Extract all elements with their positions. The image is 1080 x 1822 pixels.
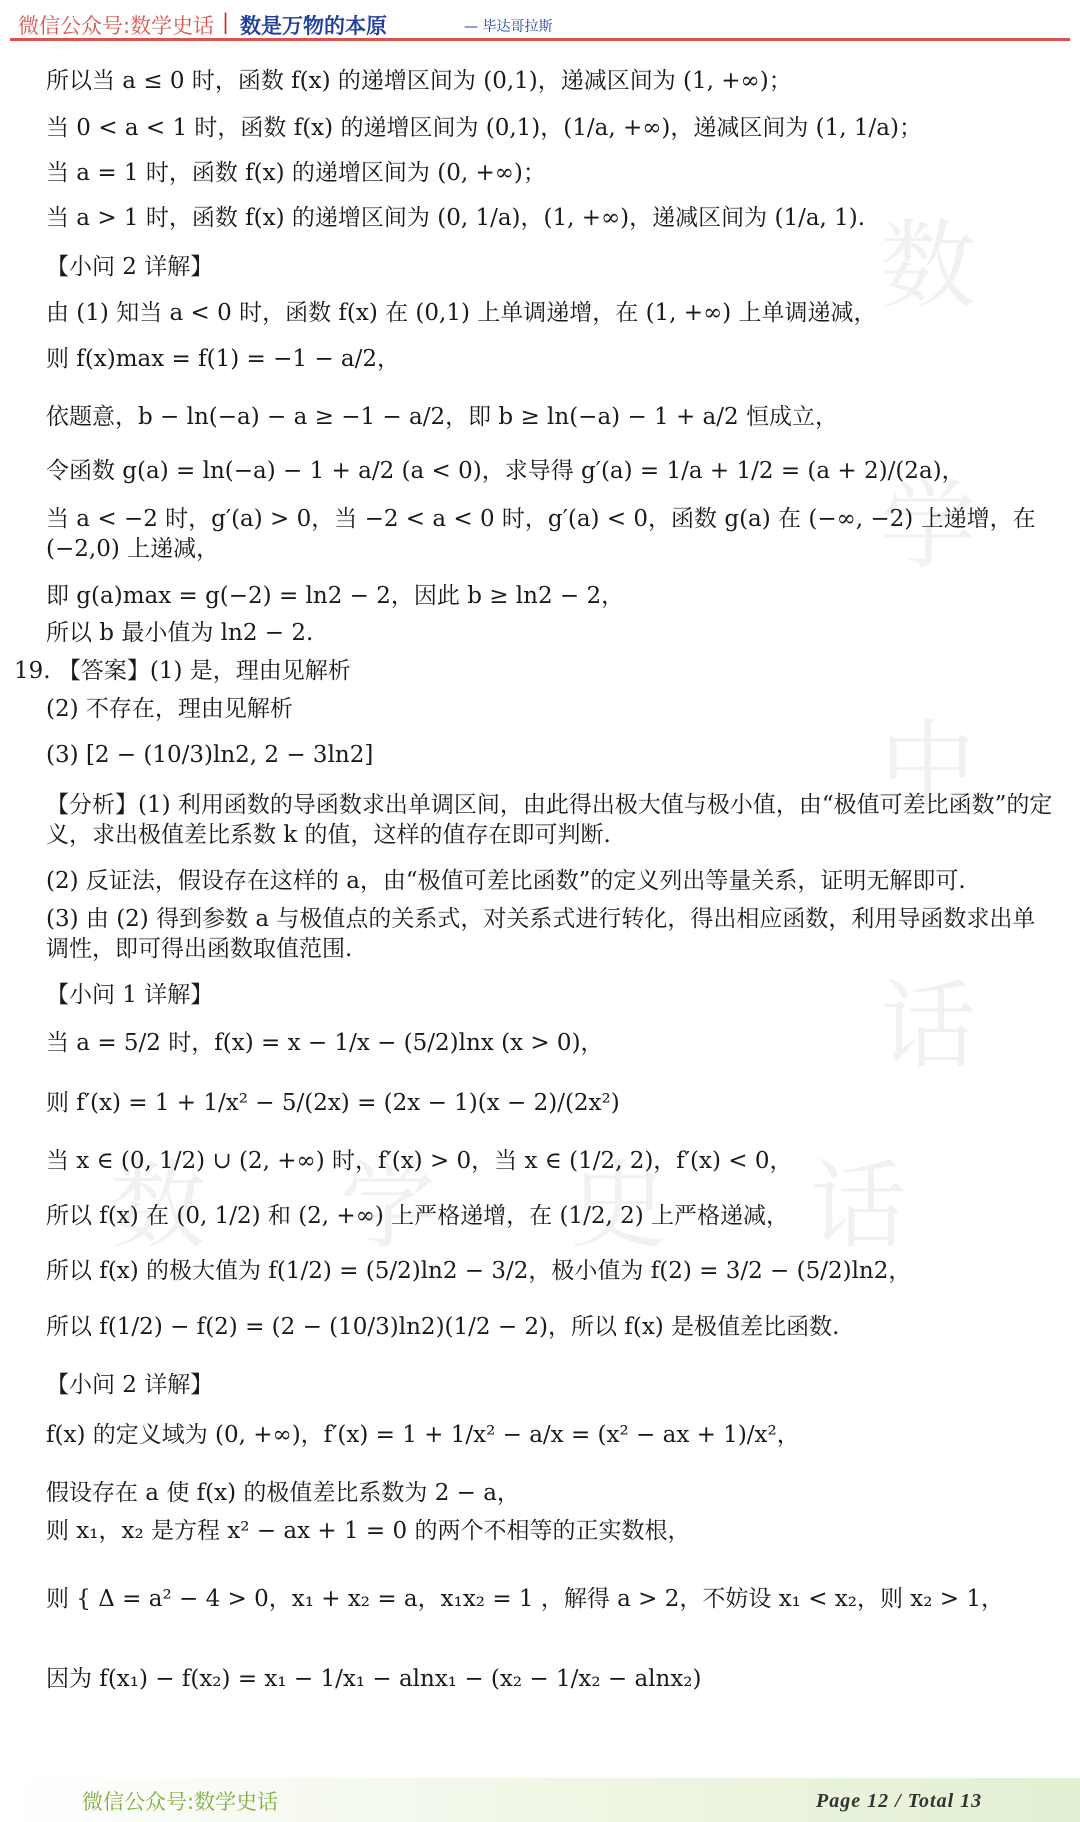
watermark-char: 数 [110, 1150, 206, 1262]
text-line: 则 { Δ = a² − 4 > 0，x₁ + x₂ = a，x₁x₂ = 1 ，解得 a > 2，不妨设 x₁ < x₂，则 x₂ > 1， [46, 1586, 1005, 1612]
text-line: (3) 由 (2) 得到参数 a 与极值点的关系式，对关系式进行转化，得出相应函数，利用导函数求出单调性，即可得出函数取值范围. [46, 906, 1036, 962]
section-heading: 【小问 2 详解】 [46, 254, 214, 280]
text-line: (2) 反证法，假设存在这样的 a，由“极值可差比函数”的定义列出等量关系，证明无解即可. [46, 868, 966, 894]
watermark-char: 学 [880, 470, 976, 582]
text-line: 由 (1) 知当 a < 0 时，函数 f(x) 在 (0,1) 上单调递增，在 (1, +∞) 上单调递减， [46, 300, 877, 326]
answer-number: 19. 【答案】(1) 是，理由见解析 [14, 658, 351, 684]
text-line: 所以 f(x) 在 (0, 1/2) 和 (2, +∞) 上严格递增，在 (1/2, 2) 上严格递减， [46, 1203, 789, 1229]
header-author: — 毕达哥拉斯 [464, 19, 553, 35]
text-line: 假设存在 a 使 f(x) 的极值差比系数为 2 − a， [46, 1480, 520, 1506]
text-line: 当 0 < a < 1 时，函数 f(x) 的递增区间为 (0,1)，(1/a, +∞)，递减区间为 (1, 1/a)； [46, 115, 922, 141]
watermark-char: 中 [880, 710, 976, 822]
header-rule [10, 38, 1070, 41]
text-line: 所以当 a ≤ 0 时，函数 f(x) 的递增区间为 (0,1)，递减区间为 (1, +∞)； [46, 68, 792, 94]
text-line: 当 a > 1 时，函数 f(x) 的递增区间为 (0, 1/a)，(1, +∞)，递减区间为 (1/a, 1). [46, 205, 866, 231]
text-line: 当 a = 1 时，函数 f(x) 的递增区间为 (0, +∞)； [46, 160, 546, 186]
text-line: 所以 f(1/2) − f(2) = (2 − (10/3)ln2)(1/2 − 2)，所以 f(x) 是极值差比函数. [46, 1314, 840, 1340]
header-wechat-label: 微信公众号:数学史话 [18, 14, 215, 38]
text-line: 当 a = 5/2 时，f(x) = x − 1/x − (5/2)lnx (x > 0)， [46, 1030, 604, 1056]
text-line: 所以 f(x) 的极大值为 f(1/2) = (5/2)ln2 − 3/2，极小值为 f(2) = 3/2 − (5/2)ln2， [46, 1258, 912, 1284]
footer-wechat-label: 微信公众号:数学史话 [82, 1790, 279, 1814]
text-line: 因为 f(x₁) − f(x₂) = x₁ − 1/x₁ − alnx₁ − (x₂ − 1/x₂ − alnx₂) [46, 1666, 702, 1692]
watermark-char: 数 [880, 210, 976, 322]
text-line: (3) [2 − (10/3)ln2, 2 − 3ln2] [46, 742, 374, 768]
analysis-paragraph: 【分析】(1) 利用函数的导函数求出单调区间，由此得出极大值与极小值，由“极值可差比函数”的定义，求出极值差比系数 k 的值，这样的值存在即可判断. [46, 792, 1053, 848]
watermark-char: 史 [570, 1150, 666, 1262]
watermark-char: 学 [340, 1150, 436, 1262]
section-heading: 【小问 1 详解】 [46, 982, 214, 1008]
text-line: f(x) 的定义域为 (0, +∞)，f′(x) = 1 + 1/x² − a/x = (x² − ax + 1)/x²， [46, 1422, 800, 1448]
text-line: 当 x ∈ (0, 1/2) ∪ (2, +∞) 时，f′(x) > 0，当 x ∈ (1/2, 2)，f′(x) < 0， [46, 1148, 793, 1174]
page-indicator: Page 12 / Total 13 [816, 1790, 983, 1812]
text-line: 令函数 g(a) = ln(−a) − 1 + a/2 (a < 0)，求导得 g′(a) = 1/a + 1/2 = (a + 2)/(2a)， [46, 458, 965, 484]
text-line: 则 f′(x) = 1 + 1/x² − 5/(2x) = (2x − 1)(x − 2)/(2x²) [46, 1090, 620, 1116]
text-line: 依题意，b − ln(−a) − a ≥ −1 − a/2，即 b ≥ ln(−a) − 1 + a/2 恒成立， [46, 404, 838, 430]
section-heading: 【小问 2 详解】 [46, 1372, 214, 1398]
page-header [0, 0, 1080, 46]
text-line: (2) 不存在，理由见解析 [46, 696, 293, 722]
text-line: 则 x₁，x₂ 是方程 x² − ax + 1 = 0 的两个不相等的正实数根， [46, 1518, 691, 1544]
watermark-char: 话 [810, 1150, 906, 1262]
page-footer [0, 1778, 1080, 1822]
watermark-char: 话 [880, 970, 976, 1082]
text-line: 即 g(a)max = g(−2) = ln2 − 2，因此 b ≥ ln2 − 2， [46, 583, 625, 609]
text-line: 所以 b 最小值为 ln2 − 2. [46, 620, 314, 646]
header-separator: | [222, 10, 230, 34]
text-line: 当 a < −2 时，g′(a) > 0，当 −2 < a < 0 时，g′(a) < 0，函数 g(a) 在 (−∞, −2) 上递增，在 (−2,0) 上递减， [46, 506, 1036, 562]
header-motto: 数是万物的本原 [240, 14, 387, 38]
text-line: 则 f(x)max = f(1) = −1 − a/2， [46, 346, 401, 372]
